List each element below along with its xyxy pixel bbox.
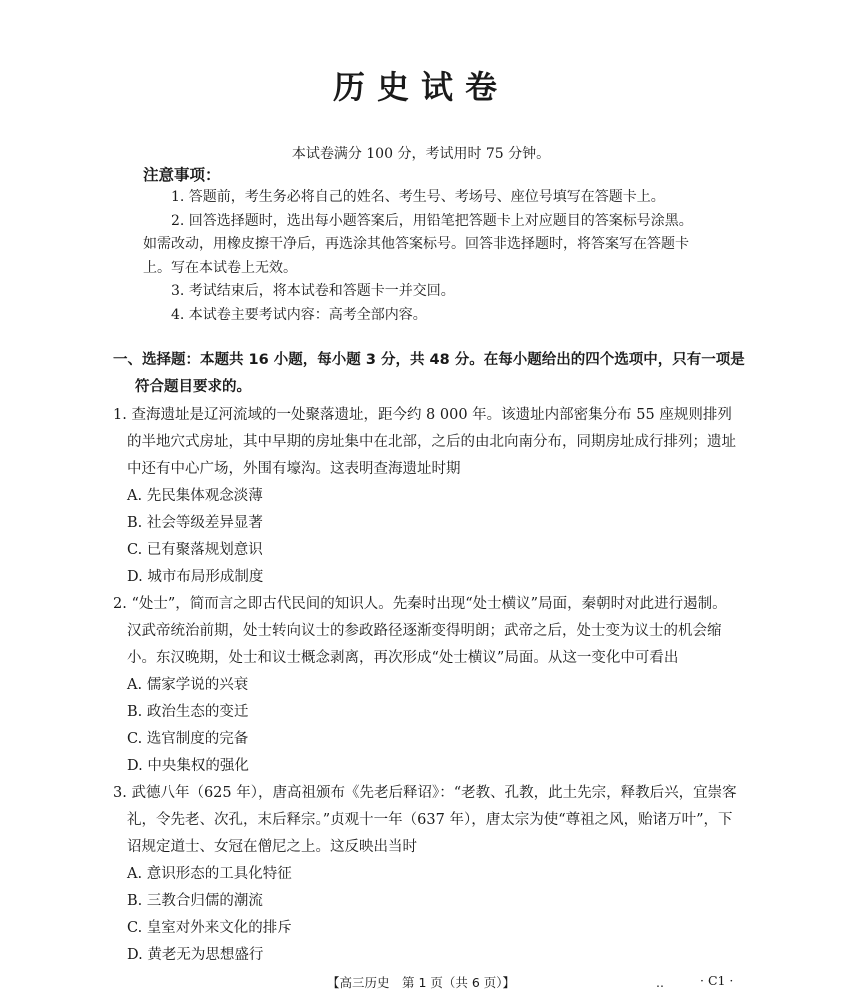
page-number-label: 【高三历史 第 1 页（共 6 页）】	[326, 975, 516, 990]
option-b: B. 社会等级差异显著	[127, 515, 263, 531]
question-2	[113, 591, 737, 780]
option-d: D. 中央集权的强化	[127, 758, 249, 774]
page-footer	[0, 973, 842, 993]
option-c: C. 选官制度的完备	[127, 731, 249, 747]
option-a: A. 儒家学说的兴衰	[127, 677, 249, 693]
paper-code: · C1 ·	[700, 973, 734, 988]
notice-title: 注意事项：	[143, 166, 221, 184]
question-1	[113, 402, 737, 591]
option-b: B. 三教合归儒的潮流	[127, 893, 263, 909]
section-heading: 一、选择题：本题共 16 小题，每小题 3 分，共 48 分。在每小题给出的四个选项中，只有一项是符合题目要求的。	[113, 352, 745, 395]
option-d: D. 城市布局形成制度	[127, 569, 264, 585]
exam-title: 历史试卷	[332, 68, 509, 106]
option-b: B. 政治生态的变迁	[127, 704, 249, 720]
notice-list	[143, 186, 703, 327]
question-list	[113, 402, 737, 969]
option-c: C. 已有聚落规划意识	[127, 542, 263, 558]
notice-item: 2. 回答选择题时，选出每小题答案后，用铅笔把答题卡上对应题目的答案标号涂黑。如需改动，用橡皮擦干净后，再选涂其他答案标号。回答非选择题时，将答案写在答题卡上。写在本试卷上无效。	[143, 212, 693, 276]
question-stem: 1. 查海遗址是辽河流域的一处聚落遗址，距今约 8 000 年。该遗址内部密集分布 55 座规则排列的半地穴式房址，其中早期的房址集中在北部，之后的由北向南分布，同期房址成行排列；遗址中还有中心广场，外围有壕沟。这表明查海遗址时期	[113, 407, 736, 477]
exam-intro: 本试卷满分 100 分，考试用时 75 分钟。	[291, 146, 551, 162]
option-c: C. 皇室对外来文化的排斥	[127, 920, 292, 936]
option-a: A. 意识形态的工具化特征	[127, 866, 292, 882]
question-stem: 3. 武德八年（625 年），唐高祖颁布《先老后释诏》：“老教、孔教，此土先宗，释教后兴，宜崇客礼，令先老、次孔，末后释宗。”贞观十一年（637 年），唐太宗为使“尊祖之风，贻诸万叶”，下诏规定道士、女冠在僧尼之上。这反映出当时	[113, 785, 737, 855]
question-stem: 2. “处士”，简而言之即古代民间的知识人。先秦时出现“处士横议”局面，秦朝时对此进行遏制。汉武帝统治前期，处士转向议士的参政路径逐渐变得明朗；武帝之后，处士变为议士的机会缩小。东汉晚期，处士和议士概念剥离，再次形成“处士横议”局面。从这一变化中可看出	[113, 596, 727, 666]
notice-item: 4. 本试卷主要考试内容：高考全部内容。	[171, 306, 427, 323]
footer-dots: ..	[656, 975, 664, 990]
option-a: A. 先民集体观念淡薄	[127, 488, 263, 504]
option-d: D. 黄老无为思想盛行	[127, 947, 264, 963]
notice-block	[143, 164, 703, 327]
question-3	[113, 780, 737, 969]
notice-item: 1. 答题前，考生务必将自己的姓名、考生号、考场号、座位号填写在答题卡上。	[171, 189, 665, 205]
notice-item: 3. 考试结束后，将本试卷和答题卡一并交回。	[171, 283, 455, 299]
